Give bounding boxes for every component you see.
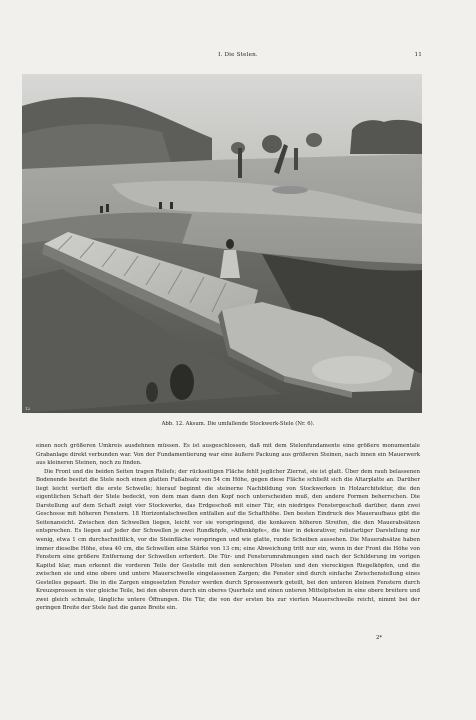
stele-photograph [22,74,422,413]
figure-corner-mark: 12 [25,406,31,411]
page-number: 11 [414,52,422,58]
paragraph: Die Front und die beiden Seiten tragen Reliefs; der rückseitigen Fläche fehlt jeglicher Zierrat, sie ist glatt. Über dem rauh belassenen Bodenende besitzt die Stele noch einen glatten Fußabsatz von 54 cm Höhe, gegen diese Fläche schließt sich die Altarplatte an. Darüber liegt leicht vertieft die erste Schwelle; hierauf beginnt die steinerne Nachbildung von Stockwerken in Holzarchitektur, die den eigentlichen Schaft der Stele bedeckt, von dem man dann den Kopf noch unterscheiden muß, den andere Formen beherrschen. Die Darstellung auf dem Schaft zeigt vier Stockwerke, das Erdgeschoß mit einer Tür, ein niedriges Fenstergeschoß darüber, dann zwei Geschosse mit höheren Fenstern. 18 Horizontalschwellen entfallen auf die Schafthöhe. Den besten Eindruck des Maueraufbaus gibt die Seitenansicht. Zwischen den Schwellen liegen, leicht vor sie vorspringend, die konkaven höheren Streifen, die den Mauerabsätzen entsprechen. Es liegen auf jeder der Schwellen je zwei Rundköpfe, »Affenköpfe«, die hier in dekorativer, reliefartiger Darstellung nur wenig, etwa 1 cm durchschnittlich, vor die Steinfläche vorspringen und wie glatte, runde Scheiben aussehen. Die Mauerabsätze haben immer dieselbe Höhe, etwa 40 cm, die Schwellen eine Stärke von 13 cm; eine Abweichung tritt nur ein, wenn in der Front die Höhe von Fenstern eine größere Entfernung der Schwellen erfordert. Die Tür- und Fensterumrahmungen sind nach der Schilderung im vorigen Kapitel klar, man erkennt die vorderen Teile der Gestelle mit den senkrechten Pfosten und den viereckigen Riegelköpfen, und die zwischen sie und eine obere und untere Mauerschwelle eingelassenen Zargen; die Fenster sind durch einfache Zwischenstellung eines Gestelles gepaart. Die in die Zargen eingesetzten Fenster werden durch Sprossenwerk geteilt, bei den unteren kleinen Fenstern durch Kreuzsprossen in vier gleiche Teile, bei den oberen durch ein oberes Querholz und einen unteren Mittelpfosten in eine obere breitere und zwei gleich schmale, längliche untere Öffnungen. Die Tür, die von der ersten bis zur vierten Mauerschwelle reicht, nimmt bei der geringen Breite der Stele fast die ganze Breite ein. [36,468,420,612]
chapter-title: I. Die Stelen. [218,52,258,58]
printer-signature: 2* [376,635,383,641]
body-text [36,442,420,613]
paragraph: einen noch größeren Umkreis ausdehnen müssen. Es ist ausgeschlossen, daß mit dem Stelenfundamente eine größere monumentale Grabanlage direkt verbunden war. Von der Fundamentierung war eine äußere Packung aus größeren Steinen, nach innen ein Mauerwerk aus kleineren Steinen, noch zu finden. [36,443,420,467]
figure-caption: Abb. 12. Aksum. Die umfallende Stockwerk-Stele (Nr. 6). [161,421,315,427]
running-head [0,52,476,64]
